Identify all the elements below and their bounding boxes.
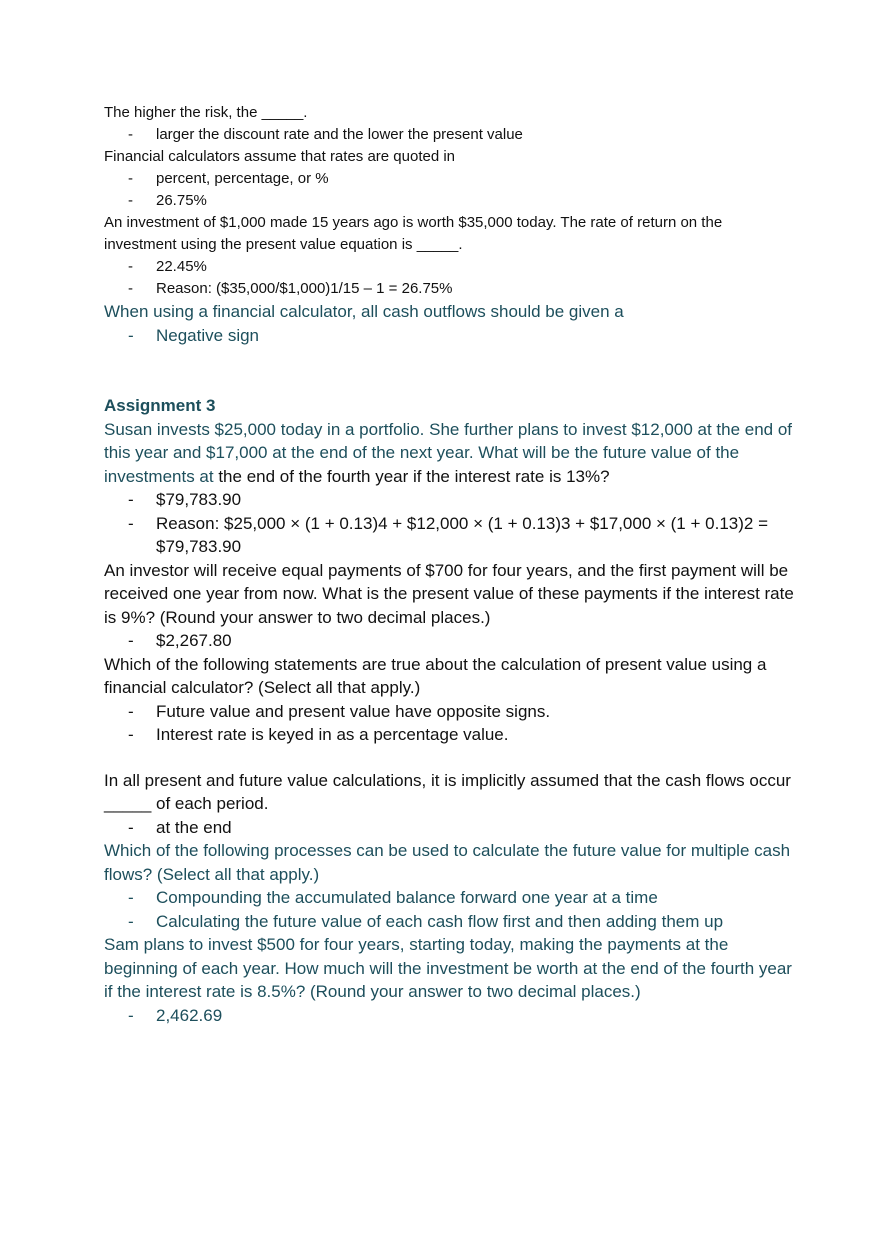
bullet-dash: -	[128, 192, 133, 209]
question-rates-quoted: Financial calculators assume that rates are quoted in	[104, 148, 456, 165]
answer-processes-b	[104, 910, 794, 934]
answer-text: 2,462.69	[156, 1005, 223, 1025]
answer-text: Compounding the accumulated balance forward one year at a time	[156, 888, 658, 907]
answer-text: Reason: ($35,000/$1,000)1/15 – 1 = 26.75%	[156, 280, 453, 297]
spacer	[104, 747, 794, 769]
answer-calculator-b	[104, 723, 794, 747]
bullet-dash: -	[128, 817, 134, 837]
assignment-heading: Assignment 3	[104, 396, 216, 415]
answer-text: Negative sign	[156, 325, 260, 345]
answer-text: Future value and present value have opposite signs.	[156, 701, 551, 721]
spacer	[104, 347, 794, 394]
bullet-dash: -	[128, 170, 133, 187]
answer-investor	[104, 629, 794, 653]
answer-risk	[104, 124, 794, 146]
question-sam: Sam plans to invest $500 for four years, starting today, making the payments at the beginning of each year. How much will the investment be worth at the end of the fourth year if the interest rate is 8.5%? (Round your answer to two decimal places.)	[104, 935, 792, 1001]
bullet-dash: -	[128, 280, 133, 297]
question-text-black: the end of the fourth year if the interest rate is 13%?	[213, 466, 610, 486]
question-cash-outflows: When using a financial calculator, all cash outflows should be given a	[104, 302, 624, 321]
question-risk: The higher the risk, the _____.	[104, 104, 308, 121]
answer-text: $2,267.80	[156, 631, 232, 650]
bullet-dash: -	[128, 701, 134, 721]
answer-calculator-a	[104, 700, 794, 724]
answer-rates-quoted-b	[104, 190, 794, 212]
bullet-dash: -	[128, 1005, 134, 1025]
bullet-dash: -	[128, 490, 134, 509]
bullet-dash: -	[128, 258, 133, 275]
document-page	[104, 102, 794, 1027]
question-susan	[104, 418, 794, 489]
answer-rate-of-return-b	[104, 278, 794, 300]
answer-susan-b	[104, 512, 794, 559]
question-calculator-statements: Which of the following statements are true about the calculation of present value using a financial calculator? (Select all that apply.)	[104, 654, 767, 697]
bullet-dash: -	[128, 888, 134, 907]
answer-text: 22.45%	[156, 258, 207, 275]
answer-cash-outflows	[104, 324, 794, 348]
answer-susan-a	[104, 488, 794, 512]
bullet-dash: -	[128, 325, 134, 345]
bullet-dash: -	[128, 725, 134, 744]
answer-sam	[104, 1004, 794, 1028]
answer-text: percent, percentage, or %	[156, 170, 329, 187]
bullet-dash: -	[128, 911, 134, 931]
answer-rate-of-return-a	[104, 256, 794, 278]
answer-text: at the end	[156, 817, 232, 837]
question-investor: An investor will receive equal payments of $700 for four years, and the first payment will be received one year from now. What is the present value of these payments if the interest rate is 9%? (Round your answer to two decimal places.)	[104, 560, 794, 627]
answer-text: 26.75%	[156, 192, 207, 209]
answer-text: Interest rate is keyed in as a percentage value.	[156, 725, 509, 744]
answer-text: Reason: $25,000 × (1 + 0.13)4 + $12,000 × (1 + 0.13)3 + $17,000 × (1 + 0.13)2 = $79,783.90	[156, 513, 768, 556]
answer-text: Calculating the future value of each cash flow first and then adding them up	[156, 911, 724, 931]
bullet-dash: -	[128, 631, 134, 650]
answer-text: $79,783.90	[156, 490, 242, 509]
answer-cash-flows-timing	[104, 816, 794, 840]
question-text-teal: Susan invests $25,000 today in a portfolio. She further plans to invest $12,000 at the end of this year and $17,000 at the end of the next year. What will be the future value of the investments at	[104, 419, 793, 486]
question-rate-of-return: An investment of $1,000 made 15 years ago is worth $35,000 today. The rate of return on the investment using the present value equation is _____.	[104, 214, 723, 253]
question-future-value-processes: Which of the following processes can be used to calculate the future value for multiple cash flows? (Select all that apply.)	[104, 841, 791, 884]
answer-rates-quoted-a	[104, 168, 794, 190]
bullet-dash: -	[128, 126, 133, 143]
answer-text: larger the discount rate and the lower the present value	[156, 126, 523, 143]
question-cash-flows-timing: In all present and future value calculations, it is implicitly assumed that the cash flows occur _____ of each period.	[104, 770, 791, 813]
bullet-dash: -	[128, 513, 134, 533]
answer-processes-a	[104, 886, 794, 910]
